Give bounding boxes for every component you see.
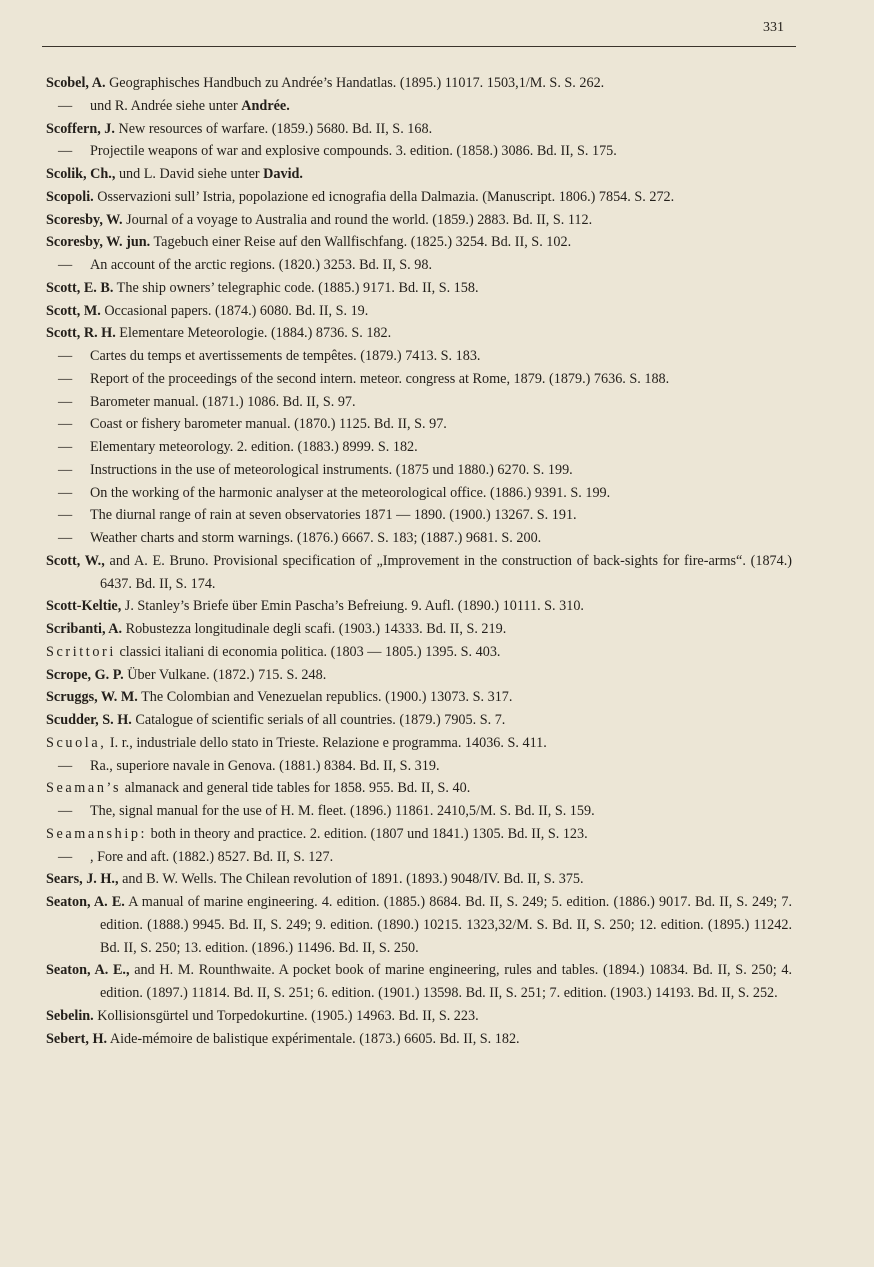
header-rule xyxy=(42,46,796,47)
entry-dash: — xyxy=(58,484,73,501)
entry-text: Robustezza longitudinale degli scafi. (1903.) 14333. Bd. II, S. 219. xyxy=(122,621,507,637)
catalog-entry xyxy=(46,231,792,254)
entry-text: Report of the proceedings of the second intern. meteor. congress at Rome, 1879. (1879.) 7636. S. 188. xyxy=(90,370,670,387)
entry-author: Scobel, A. xyxy=(46,75,106,91)
catalog-entry xyxy=(46,891,792,959)
catalog-entry xyxy=(46,664,792,687)
catalog-entry xyxy=(46,846,792,869)
catalog-entry xyxy=(46,300,792,323)
entry-author: Scrope, G. P. xyxy=(46,666,124,683)
entry-text: , Fore and aft. (1882.) 8527. Bd. II, S. 127. xyxy=(90,848,334,865)
entry-keyword: Scrittori xyxy=(46,643,116,660)
entry-text: Aide-mémoire de balistique expérimentale. (1873.) 6605. Bd. II, S. 182. xyxy=(107,1030,520,1047)
entry-dash: — xyxy=(58,848,73,865)
entry-text: On the working of the harmonic analyser at the meteorological office. (1886.) 9391. S. 199. xyxy=(90,484,611,501)
entry-text: Projectile weapons of war and explosive compounds. 3. edition. (1858.) 3086. Bd. II, S. 175. xyxy=(90,143,617,160)
catalog-entry xyxy=(46,277,792,300)
catalog-entry xyxy=(46,618,792,641)
entry-dash: — xyxy=(58,439,73,455)
entry-author: Scoffern, J. xyxy=(46,120,115,137)
entry-text: I. r., industriale dello stato in Trieste. Relazione e programma. 14036. S. 411. xyxy=(106,734,547,751)
entry-crossref: Andrée. xyxy=(241,97,290,114)
catalog-entry xyxy=(46,868,792,891)
catalog-entry xyxy=(46,1005,792,1028)
entry-text: Über Vulkane. (1872.) 715. S. 248. xyxy=(123,666,327,683)
entry-author: Scott-Keltie, xyxy=(46,598,122,615)
entry-text: Weather charts and storm warnings. (1876.) 6667. S. 183; (1887.) 9681. S. 200. xyxy=(90,530,542,546)
entry-author: Scott, E. B. xyxy=(46,279,114,296)
catalog-entry xyxy=(46,209,792,232)
entry-text: New resources of warfare. (1859.) 5680. Bd. II, S. 168. xyxy=(114,120,433,137)
entry-text: almanack and general tide tables for 1858. 955. Bd. II, S. 40. xyxy=(121,780,471,797)
catalog-entry xyxy=(46,595,792,618)
entry-dash: — xyxy=(58,97,73,114)
entry-author: Scudder, S. H. xyxy=(46,712,132,728)
entry-text: Journal of a voyage to Australia and round the world. (1859.) 2883. Bd. II, S. 112. xyxy=(122,211,593,228)
entry-keyword: Seaman’s xyxy=(46,780,122,797)
entry-text: und L. David siehe unter xyxy=(115,166,264,182)
entry-author: Seaton, A. E., xyxy=(46,962,130,979)
entry-dash: — xyxy=(58,370,73,387)
entry-text: The, signal manual for the use of H. M. fleet. (1896.) 11861. 2410,5/M. S. Bd. II, S. 159. xyxy=(90,803,595,819)
entry-author: Sears, J. H., xyxy=(46,871,119,888)
catalog-entry xyxy=(46,186,792,209)
entry-author: Seaton, A. E. xyxy=(46,894,125,910)
catalog-entry xyxy=(46,732,792,755)
entry-keyword: Seamanship: xyxy=(46,825,148,842)
entry-text: A manual of marine engineering. 4. edition. (1885.) 8684. Bd. II, S. 249; 5. edition. (1886.) 9017. Bd. II, S. 249; 7. edition. (1888.) 9945. Bd. II, S. 249; 9. edition. (1890.) 10215. 1323,32/M. S. Bd. II, S. 250; 12. edition. (1895.) 11242. Bd. II, S. 250; 13. edition. (1896.) 11496. Bd. II, S. 250. xyxy=(100,894,792,956)
entry-text: Catalogue of scientific serials of all countries. (1879.) 7905. S. 7. xyxy=(131,712,506,728)
entry-dash: — xyxy=(58,416,73,433)
entry-text: An account of the arctic regions. (1820.) 3253. Bd. II, S. 98. xyxy=(90,257,432,273)
entry-keyword: Scuola, xyxy=(46,734,107,751)
entry-dash: — xyxy=(58,143,73,160)
entry-text: both in theory and practice. 2. edition. (1807 und 1841.) 1305. Bd. II, S. 123. xyxy=(147,825,588,842)
entry-dash: — xyxy=(58,393,73,410)
entry-text: and B. W. Wells. The Chilean revolution of 1891. (1893.) 9048/IV. Bd. II, S. 375. xyxy=(118,871,584,888)
entry-text: Kollisionsgürtel und Torpedokurtine. (1905.) 14963. Bd. II, S. 223. xyxy=(93,1007,479,1024)
catalog-entry xyxy=(46,527,792,550)
entry-crossref: David. xyxy=(263,166,303,182)
entry-dash: — xyxy=(58,348,73,364)
catalog-entry xyxy=(46,755,792,778)
catalog-entry xyxy=(46,550,792,596)
page-number: 331 xyxy=(763,20,784,35)
catalog-entry xyxy=(46,368,792,391)
entry-author: Scoresby, W. jun. xyxy=(46,234,151,251)
catalog-entry xyxy=(46,322,792,345)
catalog-entry xyxy=(46,391,792,414)
catalog-entry xyxy=(46,800,792,823)
entry-text: The diurnal range of rain at seven observatories 1871 — 1890. (1900.) 13267. S. 191. xyxy=(90,507,577,524)
catalog-entry xyxy=(46,118,792,141)
entry-text: classici italiani di economia politica. (1803 — 1805.) 1395. S. 403. xyxy=(115,643,501,660)
entry-author: Scott, R. H. xyxy=(46,325,116,342)
catalog-entry xyxy=(46,823,792,846)
entry-dash: — xyxy=(58,530,73,546)
catalog-entry xyxy=(46,686,792,709)
entry-dash: — xyxy=(58,757,73,774)
entry-text: Elementary meteorology. 2. edition. (1883.) 8999. S. 182. xyxy=(90,439,418,455)
entry-author: Scruggs, W. M. xyxy=(46,689,138,706)
entry-author: Sebert, H. xyxy=(46,1030,108,1047)
entry-text: and H. M. Rounthwaite. A pocket book of marine engineering, rules and tables. (1894.) 10834. Bd. II, S. 250; 4. edition. (1897.) 11814. Bd. II, S. 251; 6. edition. (1901.) 13598. Bd. II, S. 251; 7. edition. (1903.) 14193. Bd. II, S. 252. xyxy=(100,962,792,1001)
entry-text: The ship owners’ telegraphic code. (1885.) 9171. Bd. II, S. 158. xyxy=(113,279,479,296)
catalog-entry xyxy=(46,413,792,436)
entry-text: J. Stanley’s Briefe über Emin Pascha’s Befreiung. 9. Aufl. (1890.) 10111. S. 310. xyxy=(121,598,584,615)
entry-author: Scoresby, W. xyxy=(46,211,123,228)
catalog-entry xyxy=(46,436,792,459)
entry-author: Scopoli. xyxy=(46,188,94,205)
catalog-entry xyxy=(46,959,792,1005)
entry-dash: — xyxy=(58,507,73,524)
entry-author: Scott, W., xyxy=(46,552,105,569)
catalog-entry xyxy=(46,163,792,186)
entry-text: Instructions in the use of meteorological instruments. (1875 und 1880.) 6270. S. 199. xyxy=(90,461,573,478)
catalog-entry xyxy=(46,254,792,277)
entry-text: Barometer manual. (1871.) 1086. Bd. II, S. 97. xyxy=(90,393,356,410)
catalog-entry xyxy=(46,459,792,482)
entry-text: Occasional papers. (1874.) 6080. Bd. II, S. 19. xyxy=(100,302,369,319)
catalog-entry xyxy=(46,1028,792,1051)
entry-text: Geographisches Handbuch zu Andrée’s Handatlas. (1895.) 11017. 1503,1/M. S. S. 262. xyxy=(105,75,605,91)
catalog-entry xyxy=(46,345,792,368)
entry-author: Scribanti, A. xyxy=(46,621,123,637)
entry-dash: — xyxy=(58,257,73,273)
entry-text: Cartes du temps et avertissements de tempêtes. (1879.) 7413. S. 183. xyxy=(90,348,481,364)
catalog-entry xyxy=(46,641,792,664)
entry-text: Elementare Meteorologie. (1884.) 8736. S. 182. xyxy=(115,325,392,342)
entry-text: and A. E. Bruno. Provisional specification of „Improvement in the construction of back-sights for fire-arms“. (1874.) 6437. Bd. II, S. 174. xyxy=(100,552,793,592)
catalog-entry xyxy=(46,95,792,118)
entry-author: Scolik, Ch., xyxy=(46,166,116,182)
entry-text: Coast or fishery barometer manual. (1870.) 1125. Bd. II, S. 97. xyxy=(90,416,447,433)
entry-text: und R. Andrée siehe unter xyxy=(90,97,242,114)
entry-text: Ra., superiore navale in Genova. (1881.) 8384. Bd. II, S. 319. xyxy=(90,757,440,774)
entry-text: Osservazioni sull’ Istria, popolazione ed icnografia della Dalmazia. (Manuscript. 1806.) 7854. S. 272. xyxy=(93,188,675,205)
catalog-entry xyxy=(46,140,792,163)
entry-text: Tagebuch einer Reise auf den Wallfischfang. (1825.) 3254. Bd. II, S. 102. xyxy=(150,234,572,251)
entry-author: Scott, M. xyxy=(46,302,101,319)
catalog-entry xyxy=(46,482,792,505)
catalog-entry xyxy=(46,72,792,95)
catalog-entry xyxy=(46,777,792,800)
entry-dash: — xyxy=(58,461,73,478)
entry-author: Sebelin. xyxy=(46,1007,94,1024)
catalog-entry xyxy=(46,504,792,527)
catalog-entry xyxy=(46,709,792,732)
catalog-entries xyxy=(46,72,792,1050)
entry-text: The Colombian and Venezuelan republics. (1900.) 13073. S. 317. xyxy=(137,689,513,706)
entry-dash: — xyxy=(58,803,73,819)
